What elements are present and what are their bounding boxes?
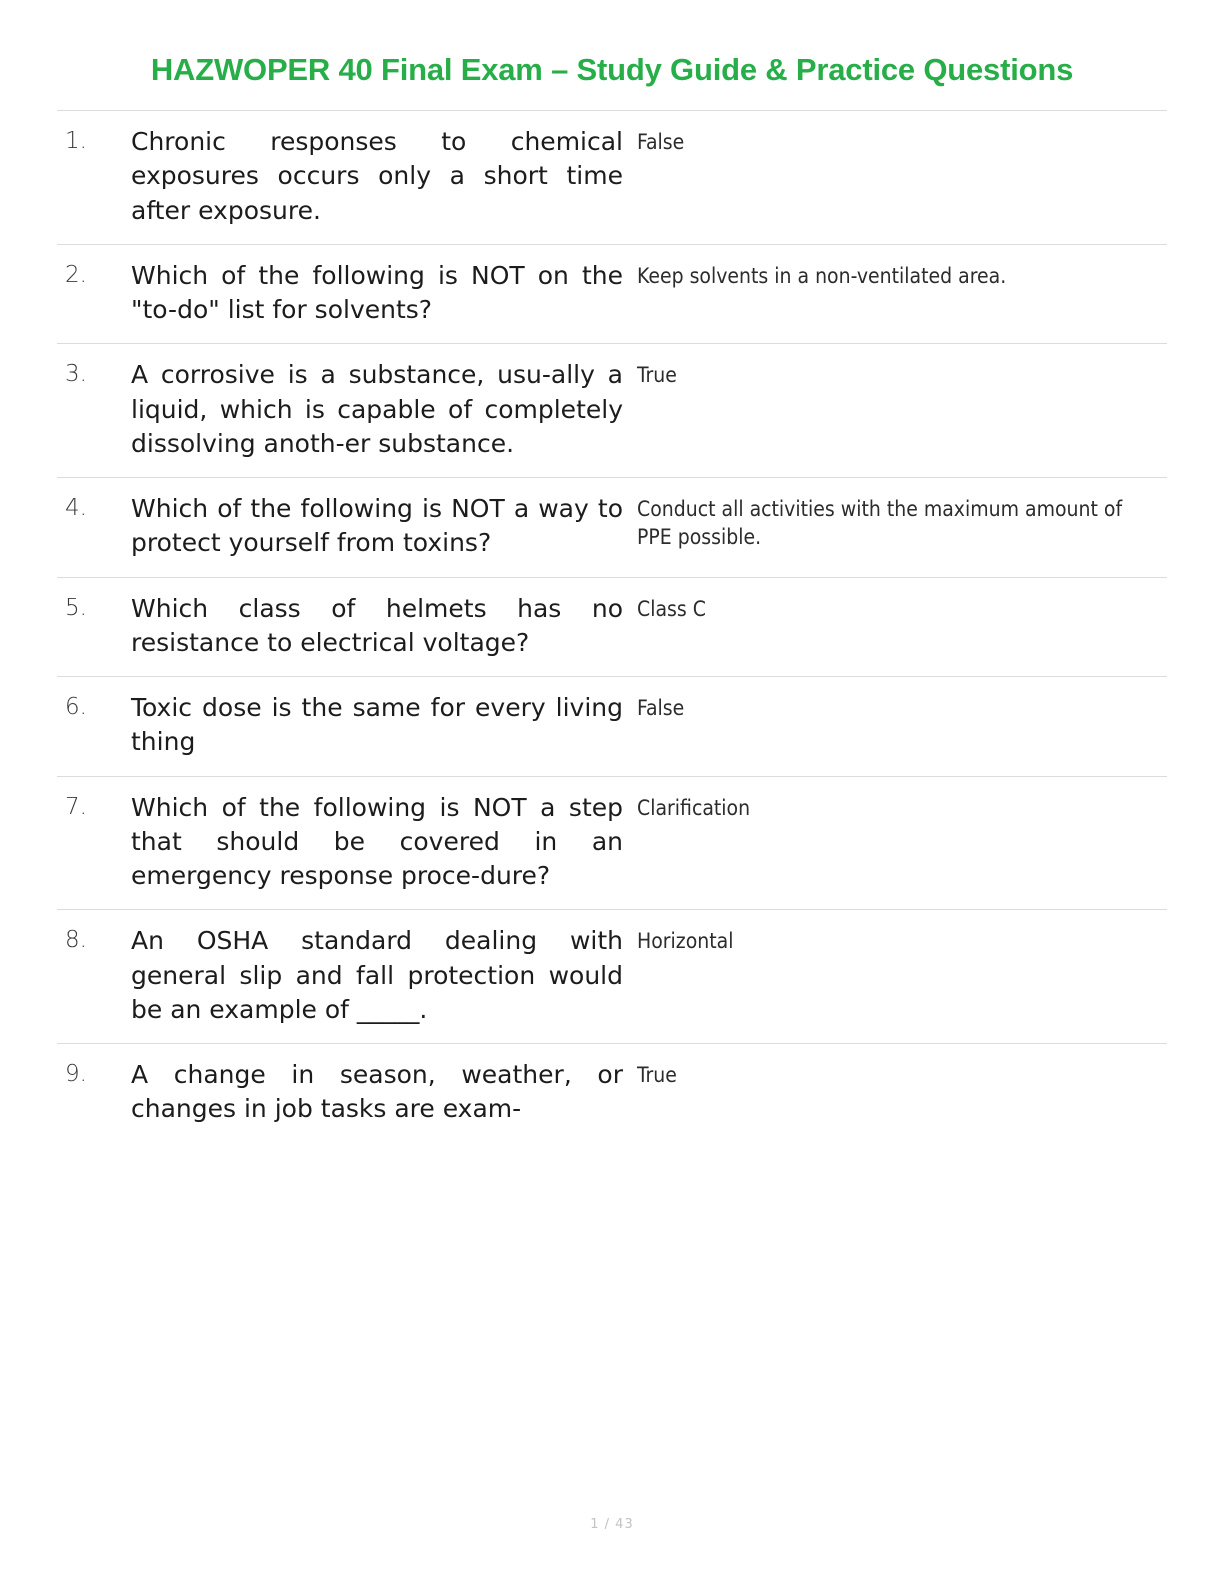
- question-number: 6.: [65, 694, 87, 720]
- question-text: Which of the following is NOT a way to protect yourself from toxins?: [131, 494, 623, 558]
- page-title: HAZWOPER 40 Final Exam – Study Guide & Practice Questions: [150, 52, 1074, 87]
- table-row: [57, 910, 1167, 1044]
- table-row: [57, 344, 1167, 478]
- questions-table: [57, 110, 1167, 1143]
- table-row: [57, 244, 1167, 344]
- answer-text: Class C: [637, 596, 706, 621]
- table-row: [57, 677, 1167, 777]
- answer-text: True: [637, 1063, 677, 1087]
- question-number: 8.: [65, 927, 87, 954]
- question-number: 2.: [65, 261, 87, 288]
- question-text: Which class of helmets has no resistance to electrical voltage?: [131, 593, 623, 657]
- answer-text: Conduct all activities with the maximum amount of PPE possible.: [637, 497, 1123, 549]
- questions-table-body: [57, 111, 1167, 1143]
- answer-text: Clarification: [637, 795, 751, 820]
- question-text: Which of the following is NOT on the "to-do" list for solvents?: [131, 260, 623, 324]
- question-text: An OSHA standard dealing with general slip and fall protection would be an example of _____.: [131, 926, 623, 1024]
- page-number-footer: 1 / 43: [590, 1517, 634, 1532]
- table-row: [57, 577, 1167, 677]
- answer-text: Horizontal: [637, 929, 734, 954]
- answer-text: False: [637, 130, 685, 154]
- question-number: 4.: [65, 495, 87, 521]
- table-row: [57, 478, 1167, 578]
- question-number: 3.: [65, 361, 87, 388]
- answer-text: True: [637, 363, 677, 388]
- question-text: A corrosive is a substance, usu-ally a liquid, which is capable of completely dissolving anoth-er substance.: [131, 360, 623, 458]
- table-row: [57, 111, 1167, 245]
- question-number: 7.: [65, 793, 87, 820]
- table-row: [57, 776, 1167, 910]
- question-number: 5.: [65, 594, 87, 621]
- question-text: Which of the following is NOT a step that should be covered in an emergency response proce-dure?: [131, 792, 623, 890]
- question-text: Toxic dose is the same for every living thing: [131, 693, 623, 757]
- question-number: 1.: [65, 128, 87, 154]
- question-text: A change in season, weather, or changes in job tasks are exam-: [131, 1060, 623, 1124]
- question-number: 9.: [65, 1061, 87, 1087]
- table-row: [57, 1044, 1167, 1143]
- answer-text: Keep solvents in a non-ventilated area.: [637, 263, 1007, 288]
- answer-text: False: [637, 696, 685, 720]
- question-text: Chronic responses to chemical exposures occurs only a short time after exposure.: [131, 127, 623, 225]
